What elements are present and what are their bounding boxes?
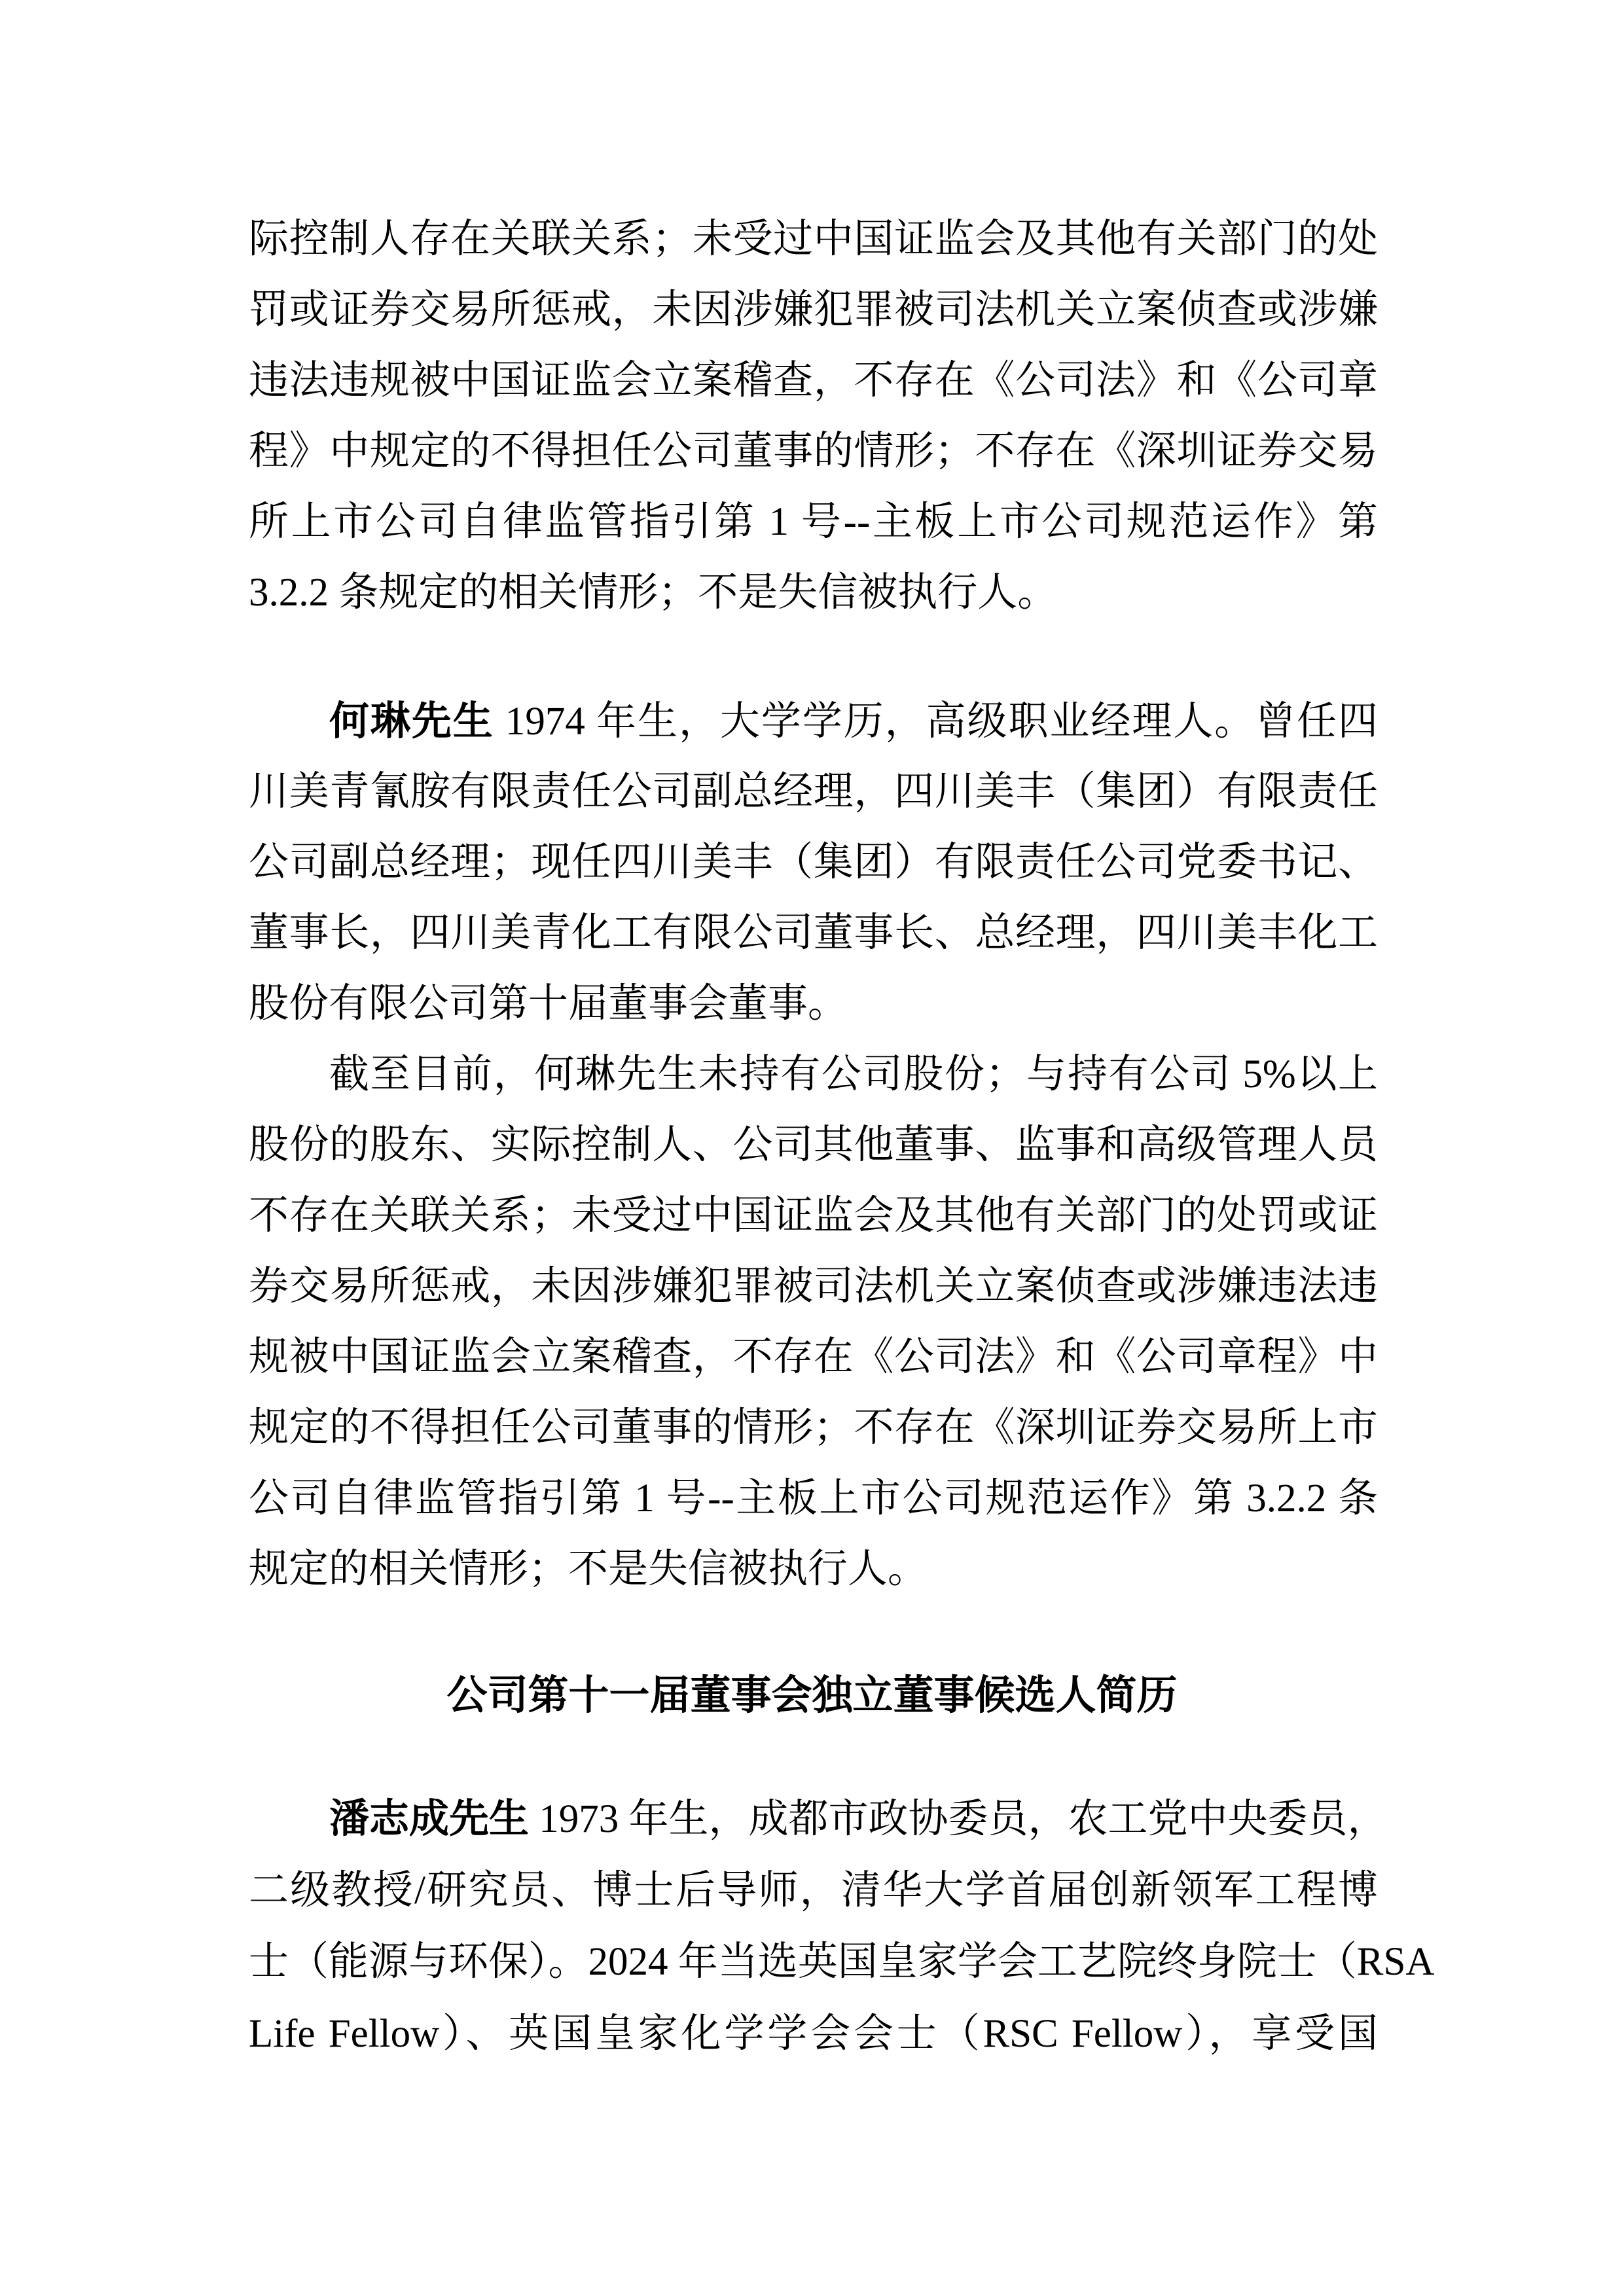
text-line: 董事长，四川美青化工有限公司董事长、总经理，四川美丰化工: [249, 911, 1378, 955]
text-line: 规被中国证监会立案稽查，不存在《公司法》和《公司章程》中: [249, 1335, 1378, 1379]
text-line: 违法违规被中国证监会立案稽查，不存在《公司法》和《公司章: [249, 359, 1378, 403]
person-name: 潘志成先生: [329, 1795, 530, 1842]
text-line: 股份的股东、实际控制人、公司其他董事、监事和高级管理人员: [249, 1123, 1378, 1167]
text-run: 1973 年生，成都市政协委员，农工党中央委员，: [529, 1797, 1388, 1841]
text-line: 程》中规定的不得担任公司董事的情形；不存在《深圳证券交易: [249, 429, 1378, 473]
text-line: Life Fellow）、英国皇家化学学会会士（RSC Fellow），享受国: [249, 2012, 1378, 2056]
text-line: 际控制人存在关联关系；未受过中国证监会及其他有关部门的处: [249, 217, 1378, 261]
text-line: 二级教授/研究员、博士后导师，清华大学首届创新领军工程博: [249, 1869, 1378, 1912]
text-run: 1974 年生，大学学历，高级职业经理人。曾任四: [494, 700, 1378, 744]
text-line: 公司自律监管指引第 1 号--主板上市公司规范运作》第 3.2.2 条: [249, 1477, 1378, 1520]
section-heading: 公司第十一届董事会独立董事候选人简历: [446, 1671, 1178, 1719]
text-line: 不存在关联关系；未受过中国证监会及其他有关部门的处罚或证: [249, 1194, 1378, 1238]
text-line: 所上市公司自律监管指引第 1 号--主板上市公司规范运作》第: [249, 500, 1378, 544]
text-line: 公司副总经理；现任四川美丰（集团）有限责任公司党委书记、: [249, 840, 1378, 884]
text-line: [329, 1795, 1388, 1842]
text-line: 士（能源与环保）。2024 年当选英国皇家学会工艺院终身院士（RSA: [249, 1940, 1435, 1984]
person-name: 何琳先生: [329, 698, 494, 744]
text-line: 罚或证券交易所惩戒，未因涉嫌犯罪被司法机关立案侦查或涉嫌: [249, 288, 1378, 332]
text-line: 截至目前，何琳先生未持有公司股份；与持有公司 5%以上: [329, 1052, 1378, 1096]
text-line: 规定的相关情形；不是失信被执行人。: [249, 1547, 928, 1591]
text-line: 规定的不得担任公司董事的情形；不存在《深圳证券交易所上市: [249, 1406, 1378, 1450]
text-line: 券交易所惩戒，未因涉嫌犯罪被司法机关立案侦查或涉嫌违法违: [249, 1265, 1378, 1308]
text-line: 3.2.2 条规定的相关情形；不是失信被执行人。: [249, 571, 1058, 615]
text-line: 川美青氰胺有限责任公司副总经理，四川美丰（集团）有限责任: [249, 770, 1378, 814]
text-line: 股份有限公司第十届董事会董事。: [249, 982, 848, 1026]
text-line: [329, 698, 1378, 744]
